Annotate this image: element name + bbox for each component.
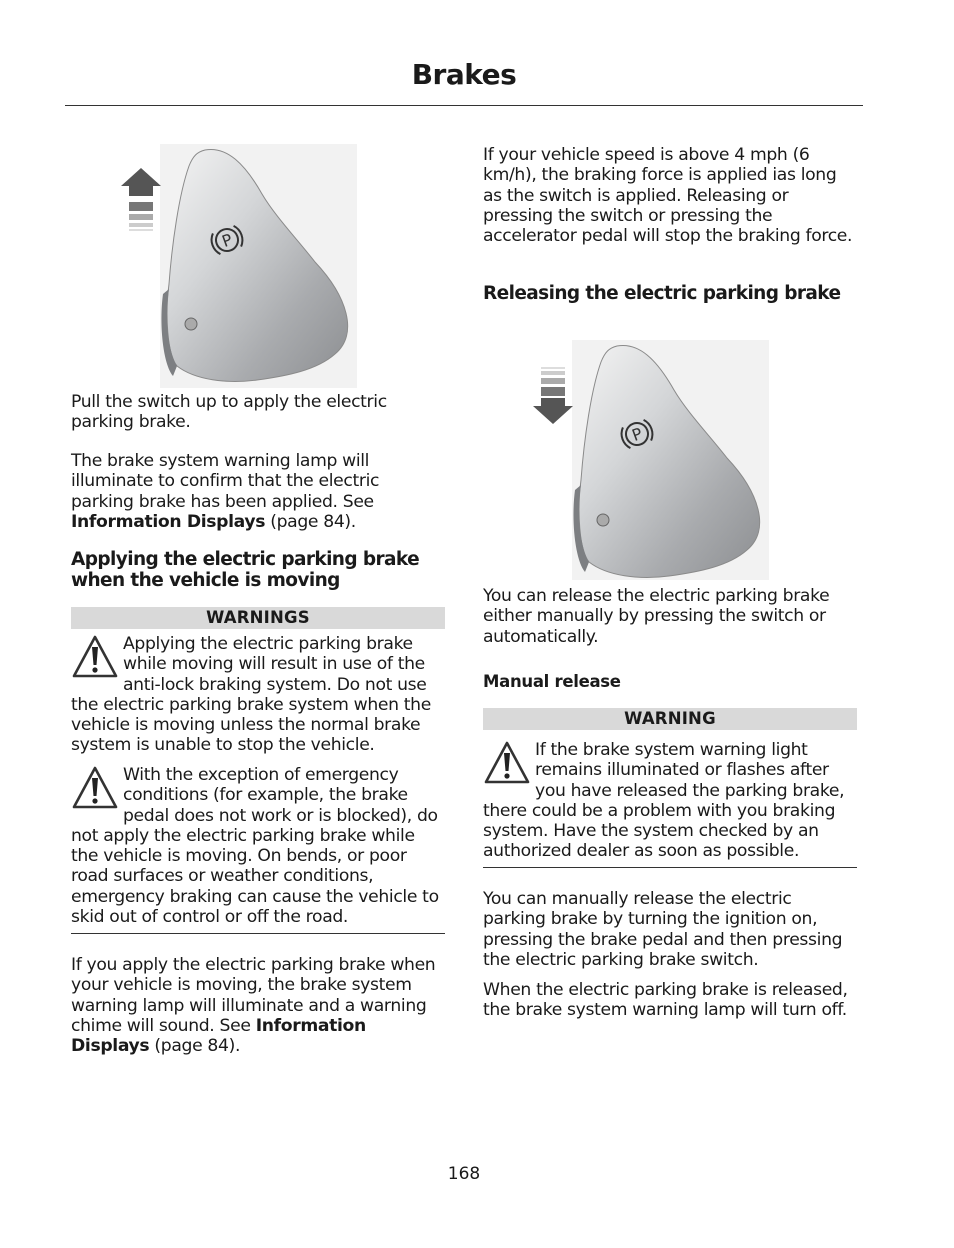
warning-text-1: Applying the electric parking brake while moving will result in use of the anti-lock braking system. Do not use the electric parking brake system when the vehicle is moving unless the normal brake system is unable to stop the vehicle. xyxy=(71,634,431,756)
arrow-down-icon xyxy=(533,367,573,424)
warnings-end-rule xyxy=(71,933,445,934)
warnings-bar: WARNINGS xyxy=(71,607,445,629)
warning-item-release xyxy=(483,740,857,862)
apply-switch-figure xyxy=(117,144,357,388)
final-paragraph: When the electric parking brake is released, the brake system warning lamp will turn off. xyxy=(483,980,848,1021)
section-heading-releasing: Releasing the electric parking brake xyxy=(483,283,841,304)
title-divider xyxy=(65,105,863,106)
page-number: 168 xyxy=(447,1164,481,1184)
manual-paragraph: You can manually release the electric parking brake by turning the ignition on, pressing the brake pedal and then pressing the electric parking brake switch. xyxy=(483,889,843,970)
release-switch-figure xyxy=(529,340,769,580)
arrow-up-icon xyxy=(121,168,161,231)
warning-text-release: If the brake system warning light remains illuminated or flashes after you have released the parking brake, there could be a problem with you braking system. Have the system checked by an authorized dealer as soon as possible. xyxy=(483,740,845,862)
warning-end-rule xyxy=(483,867,857,868)
moving-text: If you apply the electric parking brake when your vehicle is moving, the brake system warning lamp will illuminate and a warning chime will sound. See xyxy=(71,955,436,1036)
lamp-paragraph xyxy=(71,451,445,532)
apply-caption: Pull the switch up to apply the electric parking brake. xyxy=(71,392,387,433)
page-reference: (page 84). xyxy=(154,1036,241,1057)
warning-item-2 xyxy=(71,765,445,927)
release-paragraph: You can release the electric parking brake either manually by pressing the switch or automatically. xyxy=(483,586,830,647)
lamp-text: The brake system warning lamp will illuminate to confirm that the electric parking brake has been applied. See xyxy=(71,451,380,512)
moving-paragraph xyxy=(71,955,445,1056)
warning-triangle-icon xyxy=(71,634,119,680)
warning-text-2: With the exception of emergency conditions (for example, the brake pedal does not work or is blocked), do not apply the electric parking brake while the vehicle is moving. On bends, or poor road surfaces or weather conditions, emergency braking can cause the vehicle to skid out of control or off the road. xyxy=(71,765,439,928)
warning-triangle-icon xyxy=(71,765,119,811)
warning-item-1 xyxy=(71,634,445,756)
speed-paragraph: If your vehicle speed is above 4 mph (6 km/h), the braking force is applied ias long as the switch is applied. Releasing or pressing the switch or pressing the accelerator pedal will stop the braking force. xyxy=(483,145,853,247)
information-displays-link[interactable]: Information Displays xyxy=(71,1015,366,1057)
section-heading-applying: Applying the electric parking brake when the vehicle is moving xyxy=(71,549,420,591)
manual-release-heading: Manual release xyxy=(483,672,621,691)
page-title: Brakes xyxy=(411,58,517,91)
page-reference: (page 84). xyxy=(270,511,356,532)
warning-triangle-icon xyxy=(483,740,531,786)
information-displays-link[interactable]: Information Displays xyxy=(71,511,266,532)
warning-bar: WARNING xyxy=(483,708,857,730)
